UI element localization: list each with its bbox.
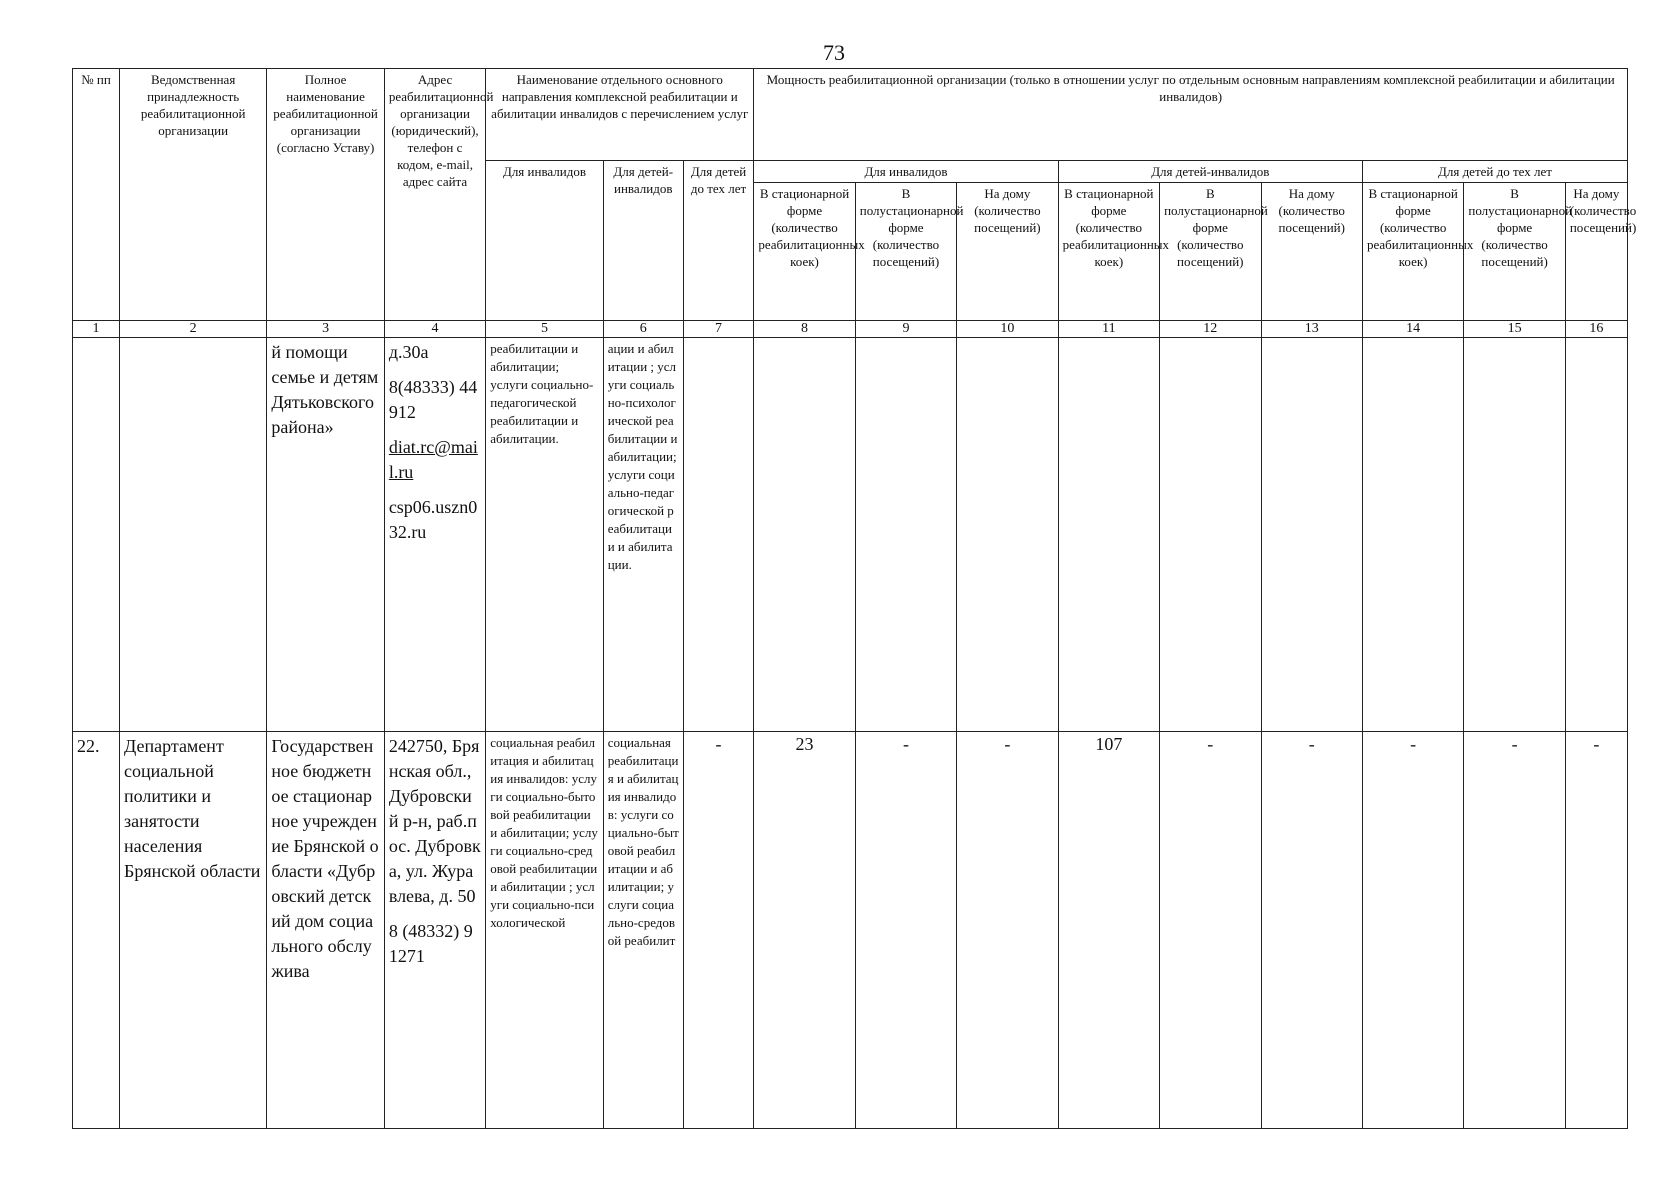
column-number: 1 [73, 321, 120, 337]
row-capacity-cell: 107 [1058, 732, 1159, 1129]
column-number: 3 [267, 321, 384, 337]
table-row [73, 732, 1628, 1129]
address-street: 242750, Брянская обл., Дубровский р-н, раб.пос. Дубровка, ул. Журавлева, д. 50 [388, 736, 481, 907]
header-cap-children-semistationary: В полустационарной форме (количество посещений) [1160, 182, 1261, 320]
column-number: 14 [1362, 321, 1463, 337]
row-number: 22. [73, 732, 120, 1129]
column-number: 12 [1160, 321, 1261, 337]
column-number: 2 [119, 321, 266, 337]
address-email-link[interactable]: diat.rc@mail.ru [388, 436, 478, 482]
column-number: 10 [957, 321, 1058, 337]
address-street: д.30а [388, 341, 429, 362]
row-capacity-cell: - [1261, 732, 1362, 1129]
header-cap-children-home: На дому (количество посещений) [1261, 182, 1362, 320]
row-number [73, 337, 120, 732]
header-col-department: Ведомственная принадлежность реабилитационной организации [119, 69, 266, 321]
row-address [384, 337, 485, 732]
row-capacity-cell [957, 337, 1058, 732]
row-capacity-cell [1058, 337, 1159, 732]
address-phone: 8(48333) 44912 [388, 376, 478, 422]
row-department: Департамент социальной политики и занятости населения Брянской области [119, 732, 266, 1129]
row-capacity-cell: - [1160, 732, 1261, 1129]
row-services-disabled: социальная реабилитация и абилитация инвалидов: услуги социально-бытовой реабилитации и абилитации; услуги социально-средовой реабилитации и абилитации ; услуги социально-психологической [486, 732, 603, 1129]
rehabilitation-organizations-table [72, 68, 1637, 1129]
header-cap-young-home: На дому (количество посещений) [1565, 182, 1627, 320]
header-dir-disabled: Для инвалидов [486, 160, 603, 321]
column-number: 15 [1464, 321, 1565, 337]
table-row [73, 337, 1628, 732]
row-capacity-cell [1464, 337, 1565, 732]
header-cap-disabled-home: На дому (количество посещений) [957, 182, 1058, 320]
header-capacity-group: Мощность реабилитационной организации (только в отношении услуг по отдельным основным направлениям комплексной реабилитации и абилитации инвалидов) [754, 69, 1628, 161]
header-cap-young: Для детей до тех лет [1362, 160, 1627, 182]
row-capacity-cell [754, 337, 855, 732]
header-dir-children: Для детей-инвалидов [603, 160, 683, 321]
header-cap-young-semistationary: В полустационарной форме (количество посещений) [1464, 182, 1565, 320]
column-number-row [73, 321, 1628, 337]
row-capacity-cell: 23 [754, 732, 855, 1129]
column-number: 13 [1261, 321, 1362, 337]
row-org-name: Государственное бюджетное стационарное учреждение Брянской области «Дубровский детский дом социального обслужива [267, 732, 384, 1129]
column-number: 6 [603, 321, 683, 337]
row-department [119, 337, 266, 732]
address-website: csp06.uszn032.ru [388, 496, 478, 542]
header-dir-young: Для детей до тех лет [683, 160, 754, 321]
row-capacity-cell: - [1464, 732, 1565, 1129]
header-col-address: Адрес реабилитационной организации (юридический), телефон с кодом, e-mail, адрес сайта [384, 69, 485, 321]
row-capacity-cell [1160, 337, 1261, 732]
header-cap-disabled: Для инвалидов [754, 160, 1058, 182]
row-capacity-cell: - [1565, 732, 1627, 1129]
row-services-disabled: реабилитации и абилитации; услуги социально-педагогической реабилитации и абилитации. [486, 337, 603, 732]
row-org-name: й помощи семье и детям Дятьковского района» [267, 337, 384, 732]
row-capacity-cell [1362, 337, 1463, 732]
header-cap-children: Для детей-инвалидов [1058, 160, 1362, 182]
row-services-young: - [683, 732, 754, 1129]
column-number: 4 [384, 321, 485, 337]
header-direction-group: Наименование отдельного основного направления комплексной реабилитации и абилитации инвалидов с перечислением услуг [486, 69, 754, 161]
row-capacity-cell: - [855, 732, 956, 1129]
header-col-number: № пп [73, 69, 120, 321]
row-capacity-cell: - [1362, 732, 1463, 1129]
address-phone: 8 (48332) 91271 [388, 921, 473, 967]
column-number: 16 [1565, 321, 1627, 337]
column-number: 8 [754, 321, 855, 337]
row-services-children: ации и абилитации ; услуги социально-психологической реабилитации и абилитации; услуги социально-педагогической реабилитации и абилитации. [603, 337, 683, 732]
header-cap-disabled-semistationary: В полустационарной форме (количество посещений) [855, 182, 956, 320]
column-number: 7 [683, 321, 754, 337]
column-number: 11 [1058, 321, 1159, 337]
column-number: 5 [486, 321, 603, 337]
row-services-children: социальная реабилитация и абилитация инвалидов: услуги социально-бытовой реабилитации и абилитации; услуги социально-средовой реабилит [603, 732, 683, 1129]
page-number: 73 [823, 40, 845, 65]
row-address [384, 732, 485, 1129]
row-services-young [683, 337, 754, 732]
row-capacity-cell [1565, 337, 1627, 732]
column-number: 9 [855, 321, 956, 337]
row-capacity-cell [855, 337, 956, 732]
row-capacity-cell [1261, 337, 1362, 732]
header-cap-disabled-stationary: В стационарной форме (количество реабилитационных коек) [754, 182, 855, 320]
header-col-org-name: Полное наименование реабилитационной организации (согласно Уставу) [267, 69, 384, 321]
header-cap-children-stationary: В стационарной форме (количество реабилитационных коек) [1058, 182, 1159, 320]
row-capacity-cell: - [957, 732, 1058, 1129]
header-cap-young-stationary: В стационарной форме (количество реабилитационных коек) [1362, 182, 1463, 320]
